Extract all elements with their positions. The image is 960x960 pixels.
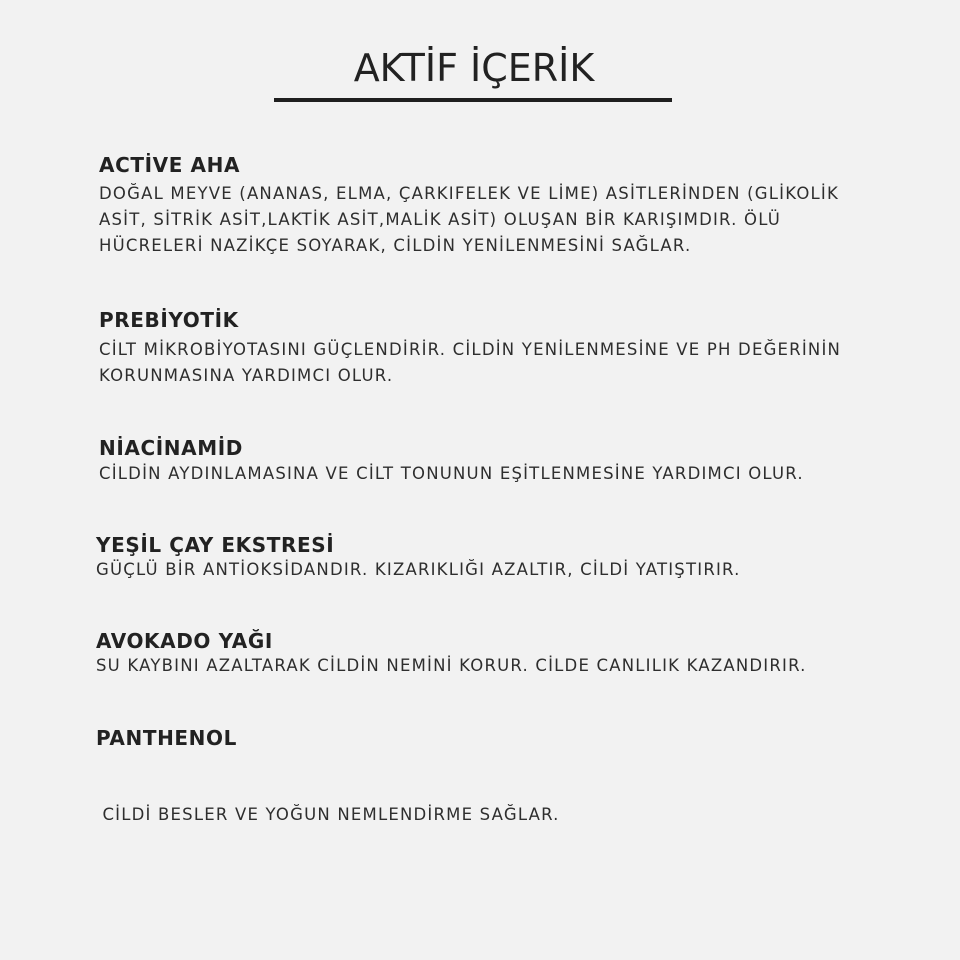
section-description bbox=[96, 557, 741, 583]
section-heading: PANTHENOL bbox=[96, 726, 237, 750]
description-line: CİLDİ BESLER VE YOĞUN NEMLENDİRME SAĞLAR. bbox=[96, 805, 560, 824]
description-line: KORUNMASINA YARDIMCI OLUR. bbox=[99, 366, 394, 385]
section-prebiyotik bbox=[99, 307, 841, 389]
section-panthenol bbox=[96, 725, 560, 880]
section-description bbox=[99, 181, 839, 259]
section-heading: YEŞİL ÇAY EKSTRESİ bbox=[96, 533, 335, 557]
description-line: CİLDİN AYDINLAMASINA VE CİLT TONUNUN EŞİTLENMESİNE YARDIMCI OLUR. bbox=[99, 464, 804, 483]
description-line: SU KAYBINI AZALTARAK CİLDİN NEMİNİ KORUR. CİLDE CANLILIK KAZANDIRIR. bbox=[96, 656, 807, 675]
section-niacinamid bbox=[99, 435, 804, 487]
description-line: HÜCRELERİ NAZİKÇE SOYARAK, CİLDİN YENİLENMESİNİ SAĞLAR. bbox=[99, 236, 692, 255]
section-active-aha bbox=[99, 152, 839, 259]
description-line: DOĞAL MEYVE (ANANAS, ELMA, ÇARKIFELEK VE LİME) ASİTLERİNDEN (GLİKOLİK bbox=[99, 184, 839, 203]
section-heading: PREBİYOTİK bbox=[99, 308, 239, 332]
description-line: CİLT MİKROBİYOTASINI GÜÇLENDİRİR. CİLDİN YENİLENMESİNE VE PH DEĞERİNİN bbox=[99, 340, 842, 359]
section-description bbox=[99, 461, 804, 487]
section-heading: ACTİVE AHA bbox=[99, 153, 241, 177]
description-line: GÜÇLÜ BİR ANTİOKSİDANDIR. KIZARIKLIĞI AZALTIR, CİLDİ YATIŞTIRIR. bbox=[96, 560, 741, 579]
title-underline bbox=[274, 98, 672, 102]
section-heading: NİACİNAMİD bbox=[99, 436, 243, 460]
section-avokado-yagi bbox=[96, 628, 807, 679]
section-description bbox=[96, 750, 560, 880]
description-line: ASİT, SİTRİK ASİT,LAKTİK ASİT,MALİK ASİT) OLUŞAN BİR KARIŞIMDIR. ÖLÜ bbox=[99, 210, 782, 229]
section-yesil-cay-ekstresi bbox=[96, 532, 741, 583]
section-description bbox=[99, 337, 841, 389]
section-heading: AVOKADO YAĞI bbox=[96, 629, 273, 653]
section-description bbox=[96, 653, 807, 679]
page-title: AKTİF İÇERİK bbox=[353, 46, 595, 90]
